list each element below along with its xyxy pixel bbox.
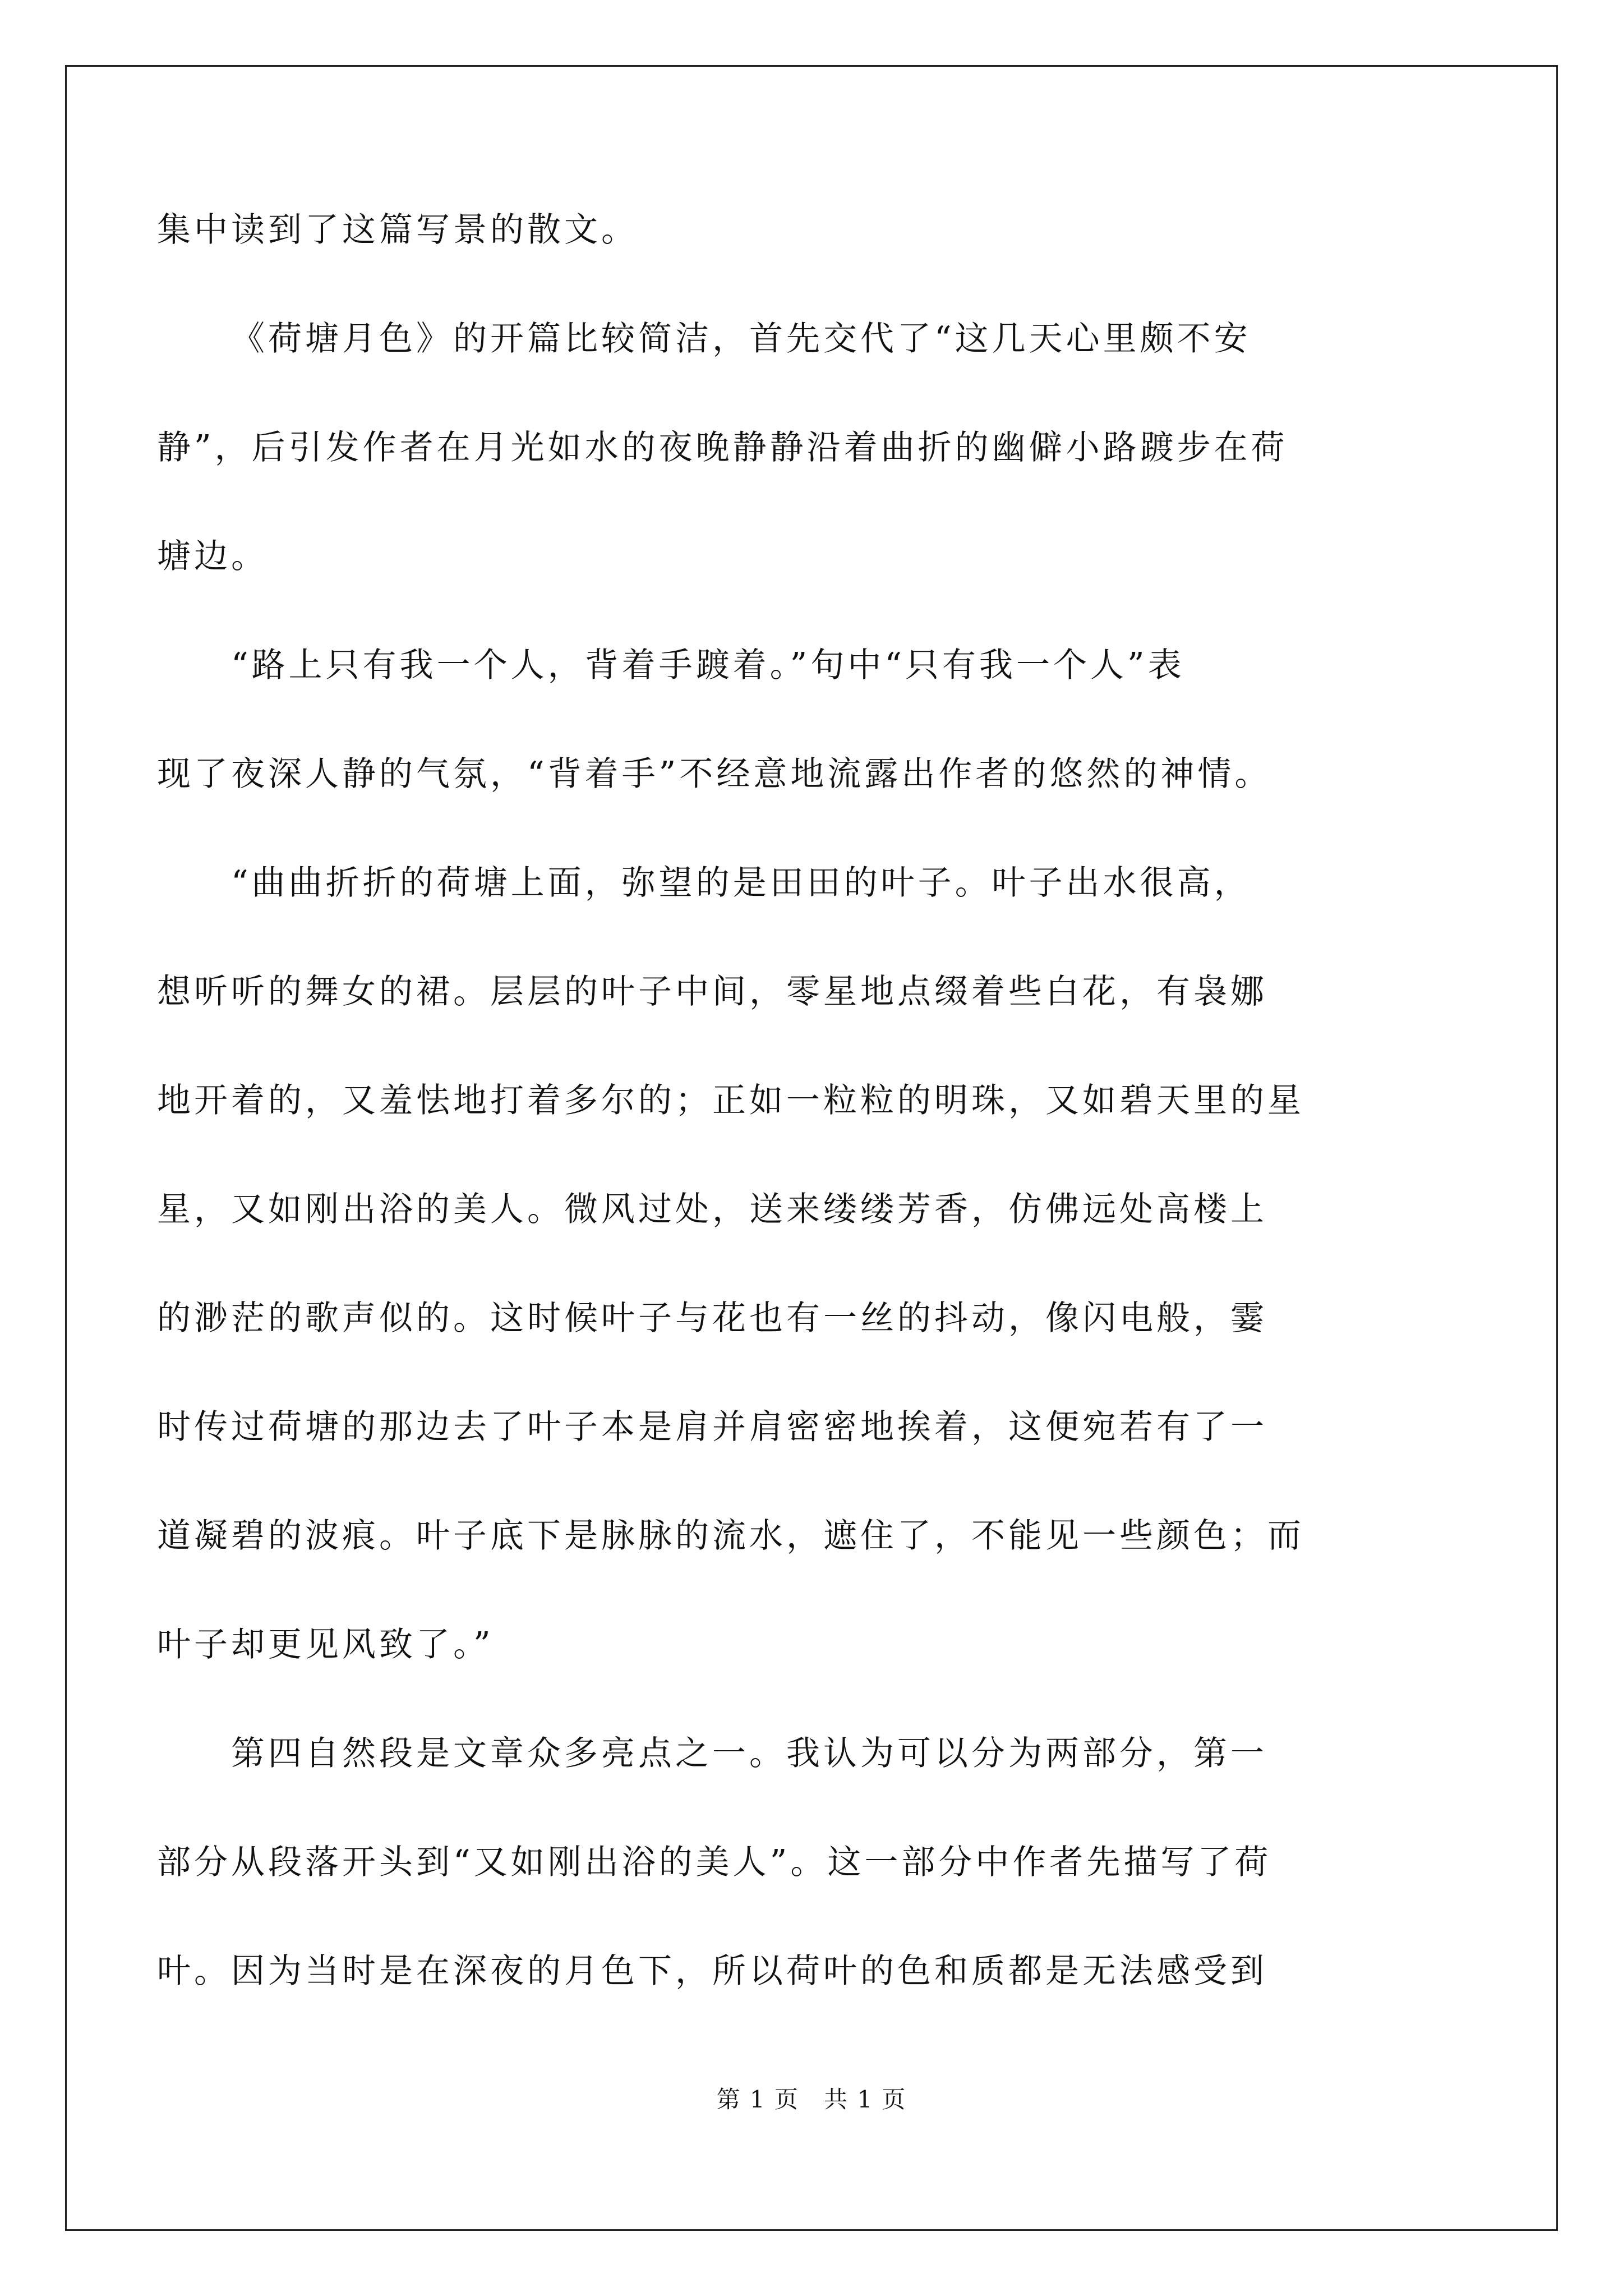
text-line: 集中读到了这篇写景的散文。	[157, 210, 638, 250]
text-line: 道凝碧的波痕。叶子底下是脉脉的流水，遮住了，不能见一些颜色；而	[157, 1516, 1304, 1556]
text-line: 的渺茫的歌声似的。这时候叶子与花也有一丝的抖动，像闪电般，霎	[157, 1299, 1267, 1338]
text-line: 星，又如刚出浴的美人。微风过处，送来缕缕芳香，仿佛远处高楼上	[157, 1190, 1267, 1229]
text-line: 静”，后引发作者在月光如水的夜晚静静沿着曲折的幽僻小路踱步在荷	[157, 428, 1288, 467]
text-line: 塘边。	[157, 537, 268, 576]
text-line: “路上只有我一个人，背着手踱着。”句中“只有我一个人”表	[231, 646, 1185, 685]
text-line: 叶。因为当时是在深夜的月色下，所以荷叶的色和质都是无法感受到	[157, 1952, 1267, 1991]
text-line: 地开着的，又羞怯地打着多尔的；正如一粒粒的明珠，又如碧天里的星	[157, 1081, 1304, 1120]
text-line: 第四自然段是文章众多亮点之一。我认为可以分为两部分，第一	[231, 1734, 1267, 1773]
text-line: 部分从段落开头到“又如刚出浴的美人”。这一部分中作者先描写了荷	[157, 1843, 1272, 1882]
text-line: 时传过荷塘的那边去了叶子本是肩并肩密密地挨着，这便宛若有了一	[157, 1407, 1267, 1447]
page-border	[65, 65, 1558, 2231]
text-line: 想听听的舞女的裙。层层的叶子中间，零星地点缀着些白花，有袅娜	[157, 972, 1267, 1011]
text-line: 叶子却更见风致了。”	[157, 1625, 494, 1664]
text-line: 《荷塘月色》的开篇比较简洁，首先交代了“这几天心里颇不安	[231, 319, 1251, 358]
text-line: 现了夜深人静的气氛，“背着手”不经意地流露出作者的悠然的神情。	[157, 754, 1272, 794]
text-line: “曲曲折折的荷塘上面，弥望的是田田的叶子。叶子出水很高，	[231, 863, 1251, 903]
page-number-footer: 第 1 页 共 1 页	[716, 2086, 907, 2113]
